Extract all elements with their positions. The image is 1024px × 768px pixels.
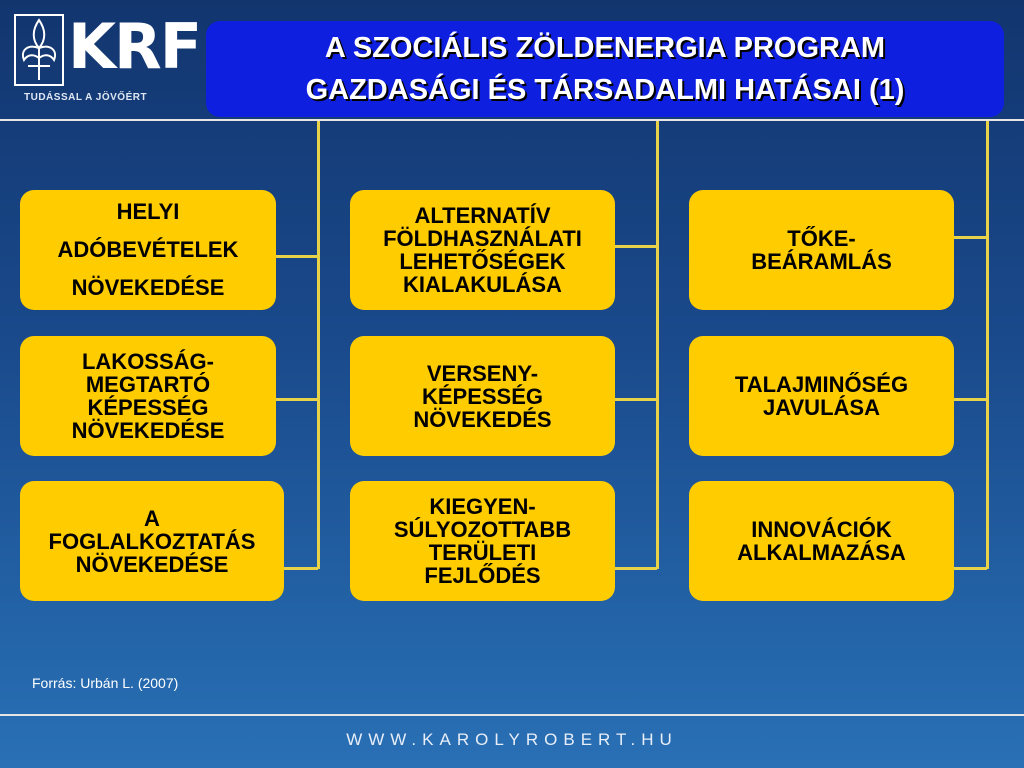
footer-url[interactable]: WWW.KAROLYROBERT.HU [346,730,678,749]
box-innovaciok [689,481,954,601]
stub-2-3 [615,567,657,570]
box-line: ALKALMAZÁSA [737,540,906,565]
box-line: JAVULÁSA [763,395,880,420]
box-line: SÚLYOZOTTABB [393,517,572,542]
connector-col-2 [656,121,659,569]
box-foglalkoztatas [20,481,284,601]
source-note: Forrás: Urbán L. (2007) [32,675,179,691]
box-line: TALAJMINŐSÉG [734,372,909,397]
footer-divider [0,714,1024,716]
box-line: KIEGYEN- [429,494,536,519]
box-line: LEHETŐSÉGEK [399,249,566,274]
box-line: NÖVEKEDÉSE [71,275,225,300]
box-alternativ-foldhasznalat [350,190,615,310]
stub-2-2 [615,398,657,401]
logo-tagline: TUDÁSSAL A JÖVŐÉRT [24,92,148,103]
box-line: MEGTARTÓ [85,372,211,397]
title-line-2: GAZDASÁGI ÉS TÁRSADALMI HATÁSAI (1) [305,74,905,106]
box-line: KIALAKULÁSA [403,272,562,297]
slide-title [206,21,1004,117]
stub-1-3 [284,567,318,570]
box-line: NÖVEKEDÉSE [75,551,229,577]
fleur-de-lis-icon [14,14,64,86]
header-divider [0,119,1024,121]
logo-text: KRF [68,10,201,83]
stub-1-1 [276,255,318,258]
box-line: FÖLDHASZNÁLATI [383,226,582,251]
stub-3-3 [954,567,987,570]
box-lakossag-megtarto [20,336,276,456]
title-line-1: A SZOCIÁLIS ZÖLDENERGIA PROGRAM [324,32,886,64]
box-talajminoseg [689,336,954,456]
connector-col-1 [317,121,320,569]
box-toke-beaeramlas [689,190,954,310]
box-line: KÉPESSÉG [421,383,544,409]
box-teruleti-fejlodes [350,481,615,601]
stub-1-2 [276,398,318,401]
box-line: FOGLALKOZTATÁS [48,528,256,554]
connector-col-3 [986,121,989,569]
box-line: LAKOSSÁG- [81,349,214,374]
box-line: VERSENY- [426,360,539,386]
box-line: A [144,505,160,531]
box-line: TERÜLETI [428,540,537,565]
box-line: TŐKE- [787,226,856,251]
box-line: HELYI [116,199,180,224]
stub-3-2 [954,398,987,401]
box-line: ADÓBEVÉTELEK [57,237,239,262]
box-versenykepesseg [350,336,615,456]
stub-3-1 [954,236,987,239]
box-line: NÖVEKEDÉSE [71,418,225,443]
box-line: FEJLŐDÉS [424,563,541,588]
stub-2-1 [615,245,657,248]
box-line: ALTERNATÍV [414,203,551,228]
box-line: NÖVEKEDÉS [413,406,552,432]
box-line: BEÁRAMLÁS [751,249,892,274]
box-line: INNOVÁCIÓK [751,517,892,542]
box-line: KÉPESSÉG [87,395,209,420]
box-helyi-adobevetelek [20,190,276,310]
